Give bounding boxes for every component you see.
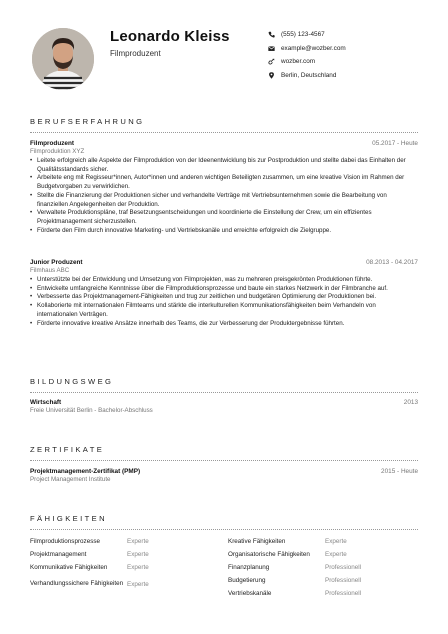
job-date: 05.2017 - Heute bbox=[372, 140, 418, 147]
skill-level: Experte bbox=[127, 551, 149, 558]
skill-name: Verhandlungssichere Fähigkeiten bbox=[30, 580, 124, 588]
contact-email-text: example@wozber.com bbox=[281, 44, 346, 52]
section-divider bbox=[30, 392, 418, 393]
skill-name: Finanzplanung bbox=[228, 564, 270, 571]
section-divider bbox=[30, 529, 418, 530]
section-title-experience: BERUFSERFAHRUNG bbox=[30, 117, 145, 126]
skills-column-right bbox=[228, 535, 418, 600]
skill-level: Experte bbox=[127, 538, 149, 545]
job-bullet: • Verbesserte das Projektmanagement-Fähigkeiten und trug zur zeitlichen und budgetären Optimierung der Produktionen bei. bbox=[30, 293, 418, 302]
company-name: Filmhaus ABC bbox=[30, 267, 70, 274]
company-name: Filmproduktion XYZ bbox=[30, 148, 85, 155]
experience-entry bbox=[30, 140, 418, 235]
section-divider bbox=[30, 460, 418, 461]
job-bullet: • Entwickelte umfangreiche Kenntnisse über die Filmproduktionsprozesse und baute ein starkes Netzwerk in der Filmbranche auf. bbox=[30, 285, 418, 294]
skill-level: Professionell bbox=[325, 577, 362, 584]
job-bullet: • Kollaborierte mit internationalen Filmteams und stärkte die interkulturellen Kommunikationsfähigkeiten beim Verhandeln von internationalen Verträgen. bbox=[30, 302, 418, 319]
mail-icon bbox=[268, 45, 281, 52]
resume-header bbox=[0, 0, 448, 110]
certificate-entry bbox=[30, 468, 418, 483]
skills-section-header bbox=[30, 514, 418, 530]
skills-column-left bbox=[30, 535, 220, 594]
certificates-section-header bbox=[30, 445, 418, 461]
contact-location-text: Berlin, Deutschland bbox=[281, 71, 337, 79]
job-bullet: • Arbeitete eng mit Regisseur*innen, Autor*innen und anderen wichtigen Beteiligten zusammen, um eine kreative Vision im Rahmen der Budgetvorgaben zu verwirklichen. bbox=[30, 174, 418, 191]
skill-level: Experte bbox=[325, 551, 347, 558]
phone-icon bbox=[268, 31, 281, 38]
skill-item bbox=[30, 535, 220, 548]
skill-item bbox=[228, 574, 418, 587]
skill-level: Professionell bbox=[325, 564, 362, 571]
contact-location bbox=[268, 69, 346, 83]
section-title-skills: FÄHIGKEITEN bbox=[30, 514, 108, 523]
contact-list bbox=[268, 28, 346, 82]
skill-name: Kreative Fähigkeiten bbox=[228, 538, 286, 545]
skill-item bbox=[30, 574, 220, 594]
job-bullet-list bbox=[30, 157, 418, 235]
job-date: 08.2013 - 04.2017 bbox=[366, 259, 418, 266]
section-title-certificates: ZERTIFIKATE bbox=[30, 445, 105, 454]
job-bullet: • Förderte den Film durch innovative Marketing- und Vertriebskanäle und erreichte erfolgreich die Zielgruppe. bbox=[30, 227, 418, 236]
job-bullet: • Förderte innovative kreative Ansätze innerhalb des Teams, die zur Verbesserung der Produktergebnisse führten. bbox=[30, 320, 418, 329]
skill-name: Projektmanagement bbox=[30, 551, 87, 558]
job-bullet: • Unterstützte bei der Entwicklung und Umsetzung von Filmprojekten, was zu mehreren preisgekrönten Produktionen führte. bbox=[30, 276, 418, 285]
link-icon bbox=[268, 58, 281, 65]
skill-item bbox=[228, 548, 418, 561]
contact-website[interactable] bbox=[268, 55, 346, 69]
certificate-date: 2015 - Heute bbox=[381, 468, 418, 475]
job-bullet: • Stellte die Finanzierung der Produktionen sicher und verhandelte Verträge mit Vertriebsunternehmen sowie die Bearbeitung von finanziellen Angelegenheiten der Produktion. bbox=[30, 192, 418, 209]
skill-name: Filmproduktionsprozesse bbox=[30, 538, 100, 545]
skill-name: Organisatorische Fähigkeiten bbox=[228, 551, 310, 558]
institution-name: Freie Universität Berlin - Bachelor-Abschluss bbox=[30, 407, 153, 414]
experience-section-header bbox=[30, 117, 418, 133]
section-divider bbox=[30, 132, 418, 133]
skill-item bbox=[228, 561, 418, 574]
job-title: Junior Produzent bbox=[30, 259, 83, 266]
skill-item bbox=[228, 587, 418, 600]
education-section-header bbox=[30, 377, 418, 393]
candidate-role: Filmproduzent bbox=[110, 49, 161, 58]
experience-entry bbox=[30, 259, 418, 328]
skill-level: Experte bbox=[127, 580, 149, 588]
certificate-title: Projektmanagement-Zertifikat (PMP) bbox=[30, 468, 141, 475]
avatar bbox=[32, 28, 94, 90]
education-entry bbox=[30, 399, 418, 414]
job-title: Filmproduzent bbox=[30, 140, 75, 147]
contact-phone[interactable] bbox=[268, 28, 346, 42]
skill-name: Kommunikative Fähigkeiten bbox=[30, 564, 108, 571]
education-date: 2013 bbox=[403, 399, 418, 406]
section-title-education: BILDUNGSWEG bbox=[30, 377, 114, 386]
profile-photo bbox=[32, 28, 94, 90]
skill-name: Vertriebskanäle bbox=[228, 590, 272, 597]
candidate-name: Leonardo Kleiss bbox=[110, 28, 230, 45]
skill-name: Budgetierung bbox=[228, 577, 266, 584]
job-bullet: • Leitete erfolgreich alle Aspekte der Filmproduktion von der Ideenentwicklung bis zur Postproduktion und stellte dabei das Einhalten der Qualitätsstandards sicher. bbox=[30, 157, 418, 174]
skill-item bbox=[30, 548, 220, 561]
contact-website-text: wozber.com bbox=[281, 58, 316, 66]
skill-level: Experte bbox=[325, 538, 347, 545]
skill-level: Experte bbox=[127, 564, 149, 571]
skill-item bbox=[228, 535, 418, 548]
contact-email[interactable] bbox=[268, 42, 346, 56]
degree-title: Wirtschaft bbox=[30, 399, 62, 406]
skill-level: Professionell bbox=[325, 590, 362, 597]
job-bullet-list bbox=[30, 276, 418, 328]
contact-phone-text: (555) 123-4567 bbox=[281, 31, 325, 39]
location-pin-icon bbox=[268, 72, 281, 79]
certificate-issuer: Project Management Institute bbox=[30, 476, 111, 483]
skill-item bbox=[30, 561, 220, 574]
job-bullet: • Verwaltete Produktionspläne, traf Besetzungsentscheidungen und koordinierte die Einstellung der Crew, um ein effizientes Projektmanagement sicherzustellen. bbox=[30, 209, 418, 226]
